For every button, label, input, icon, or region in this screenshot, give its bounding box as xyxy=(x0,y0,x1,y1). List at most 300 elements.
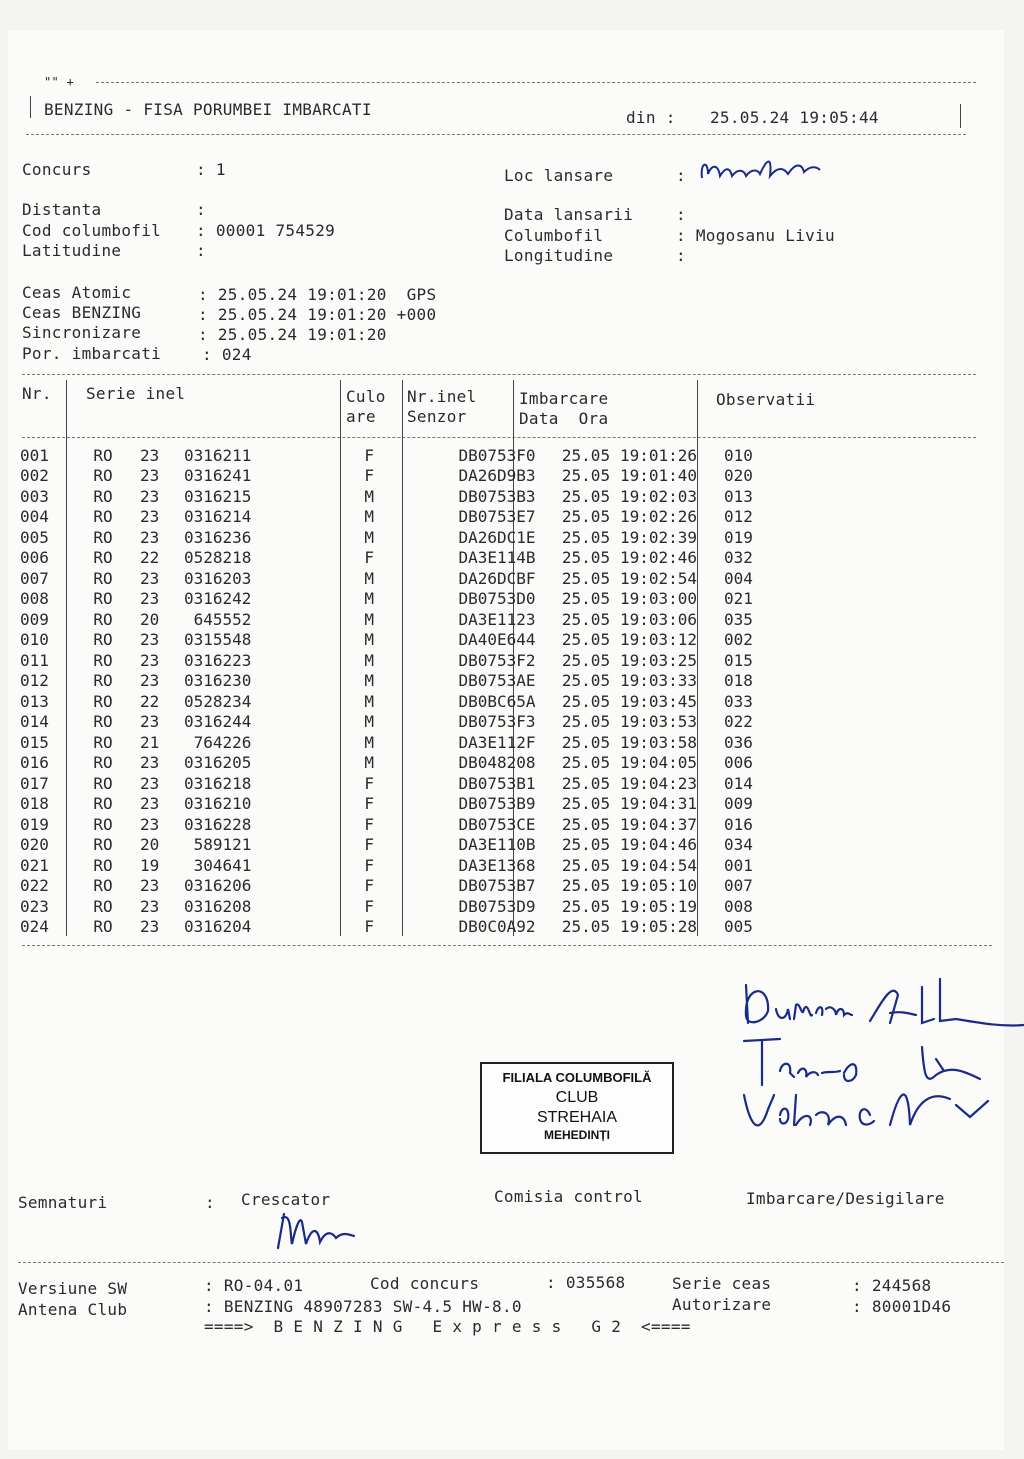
cell-sex: M xyxy=(364,712,374,732)
cell-nr: 023 xyxy=(20,896,49,916)
header-title: BENZING - FISA PORUMBEI IMBARCATI xyxy=(44,100,372,119)
cell-data: 25.05 xyxy=(561,466,611,486)
cell-data: 25.05 xyxy=(561,794,611,814)
cell-nr: 015 xyxy=(20,732,49,752)
cell-serie: 645552 xyxy=(184,609,252,629)
cell-serie: 0316241 xyxy=(184,466,252,486)
table-row xyxy=(20,917,784,938)
cell-ora: 19:05:10 xyxy=(620,876,698,896)
cell-ora: 19:05:28 xyxy=(620,917,698,937)
cell-ora: 19:03:25 xyxy=(620,650,698,670)
cell-senzor: DB0753D9 xyxy=(458,896,536,916)
cell-culoare xyxy=(380,855,442,876)
autorizare-label: Autorizare xyxy=(672,1295,772,1314)
cell-senzor: DB0753D0 xyxy=(458,589,536,609)
cell-serie: 0316218 xyxy=(184,773,252,793)
loc-lansare-handwriting xyxy=(698,152,828,188)
cell-tara: RO xyxy=(93,835,113,855)
header-top-rule xyxy=(96,82,976,83)
cell-obs: 009 xyxy=(724,794,753,814)
cell-data: 25.05 xyxy=(561,896,611,916)
cell-obs: 019 xyxy=(724,527,753,547)
cell-an: 22 xyxy=(140,691,160,711)
cell-culoare xyxy=(380,548,442,569)
cell-serie: 0316223 xyxy=(184,650,252,670)
table-row xyxy=(20,609,784,630)
cell-an: 23 xyxy=(140,486,160,506)
table-row xyxy=(20,507,784,528)
cell-ora: 19:03:33 xyxy=(620,671,698,691)
cell-data: 25.05 xyxy=(561,732,611,752)
table-row xyxy=(20,732,784,753)
cell-an: 21 xyxy=(140,732,160,752)
cell-sex: M xyxy=(364,486,374,506)
cell-sex: M xyxy=(364,507,374,527)
cell-sex: F xyxy=(364,466,374,486)
cell-an: 22 xyxy=(140,548,160,568)
cell-data: 25.05 xyxy=(561,630,611,650)
cell-obs: 033 xyxy=(724,691,753,711)
cell-sex: F xyxy=(364,855,374,875)
header-date-label: din : xyxy=(626,108,676,127)
cell-obs: 013 xyxy=(724,486,753,506)
table-row xyxy=(20,835,784,856)
cell-senzor: DB0753AE xyxy=(458,671,536,691)
table-row xyxy=(20,589,784,610)
table-row xyxy=(20,548,784,569)
cell-serie: 0316210 xyxy=(184,794,252,814)
header-date-value: 25.05.24 19:05:44 xyxy=(710,108,879,127)
cell-data: 25.05 xyxy=(561,814,611,834)
columbofil-value: : Mogosanu Liviu xyxy=(676,226,835,245)
cell-sex: F xyxy=(364,896,374,916)
cell-serie: 0316204 xyxy=(184,917,252,937)
cell-ora: 19:03:53 xyxy=(620,712,698,732)
cell-data: 25.05 xyxy=(561,486,611,506)
cell-nr: 011 xyxy=(20,650,49,670)
cell-data: 25.05 xyxy=(561,835,611,855)
autorizare-value: : 80001D46 xyxy=(852,1297,952,1316)
cell-sex: M xyxy=(364,527,374,547)
cell-obs: 032 xyxy=(724,548,753,568)
por-imbarcati-label: Por. imbarcati xyxy=(22,344,162,363)
por-imbarcati-value: : 024 xyxy=(202,345,252,364)
cell-an: 23 xyxy=(140,712,160,732)
cell-sex: M xyxy=(364,630,374,650)
cell-data: 25.05 xyxy=(561,691,611,711)
cell-sex: F xyxy=(364,876,374,896)
cell-obs: 016 xyxy=(724,814,753,834)
cell-nr: 016 xyxy=(20,753,49,773)
cell-ora: 19:04:54 xyxy=(620,855,698,875)
cell-an: 23 xyxy=(140,630,160,650)
table-row xyxy=(20,794,784,815)
cell-serie: 0316215 xyxy=(184,486,252,506)
cell-ora: 19:03:00 xyxy=(620,589,698,609)
table-row xyxy=(20,691,784,712)
table-row xyxy=(20,650,784,671)
cell-obs: 034 xyxy=(724,835,753,855)
cell-culoare xyxy=(380,589,442,610)
cell-data: 25.05 xyxy=(561,609,611,629)
serie-ceas-value: : 244568 xyxy=(852,1276,932,1295)
cell-tara: RO xyxy=(93,896,113,916)
concurs-label: Concurs xyxy=(22,160,92,179)
cell-nr: 019 xyxy=(20,814,49,834)
cell-serie: 764226 xyxy=(184,732,252,752)
table-row xyxy=(20,814,784,835)
cell-an: 23 xyxy=(140,466,160,486)
table-row xyxy=(20,876,784,897)
table-row xyxy=(20,773,784,794)
cell-ora: 19:02:26 xyxy=(620,507,698,527)
cell-culoare xyxy=(380,691,442,712)
cell-ora: 19:02:39 xyxy=(620,527,698,547)
cell-serie: 589121 xyxy=(184,835,252,855)
col-nr-inel-1: Nr.inel xyxy=(407,387,477,406)
cell-an: 23 xyxy=(140,507,160,527)
cell-nr: 017 xyxy=(20,773,49,793)
concurs-value: : 1 xyxy=(196,160,226,179)
cell-ora: 19:04:23 xyxy=(620,773,698,793)
commission-signatures xyxy=(740,975,1024,1160)
club-stamp xyxy=(480,1062,674,1154)
footer-rule xyxy=(18,1262,1004,1263)
cell-tara: RO xyxy=(93,671,113,691)
cell-senzor: DA3E1368 xyxy=(458,855,536,875)
cell-an: 23 xyxy=(140,589,160,609)
cell-sex: F xyxy=(364,835,374,855)
cod-concurs-value: : 035568 xyxy=(546,1273,626,1292)
cell-serie: 0316242 xyxy=(184,589,252,609)
cell-nr: 022 xyxy=(20,876,49,896)
cell-nr: 004 xyxy=(20,507,49,527)
cell-senzor: DB0753B3 xyxy=(458,486,536,506)
cell-culoare xyxy=(380,712,442,733)
cell-an: 23 xyxy=(140,650,160,670)
cell-senzor: DA40E644 xyxy=(458,630,536,650)
table-row xyxy=(20,671,784,692)
cell-serie: 0316206 xyxy=(184,876,252,896)
cell-an: 23 xyxy=(140,671,160,691)
cell-culoare xyxy=(380,486,442,507)
cell-an: 20 xyxy=(140,609,160,629)
cell-culoare xyxy=(380,568,442,589)
stamp-line-1: FILIALA COLUMBOFILĂ xyxy=(502,1070,652,1085)
col-culoare-2: are xyxy=(346,407,376,426)
cell-tara: RO xyxy=(93,650,113,670)
cell-obs: 018 xyxy=(724,671,753,691)
cell-ora: 19:01:40 xyxy=(620,466,698,486)
cell-nr: 009 xyxy=(20,609,49,629)
cell-serie: 0316205 xyxy=(184,753,252,773)
imbarcare-desigilare-label: Imbarcare/Desigilare xyxy=(746,1189,945,1208)
cell-tara: RO xyxy=(93,917,113,937)
ceas-benzing-label: Ceas BENZING xyxy=(22,303,142,322)
sincronizare-value: : 25.05.24 19:01:20 xyxy=(198,325,387,344)
cell-sex: M xyxy=(364,753,374,773)
cell-obs: 005 xyxy=(724,917,753,937)
cod-columbofil-label: Cod columbofil xyxy=(22,221,162,240)
table-header-rule xyxy=(22,437,976,438)
cell-culoare xyxy=(380,753,442,774)
table-row xyxy=(20,630,784,651)
cell-data: 25.05 xyxy=(561,650,611,670)
table-row xyxy=(20,466,784,487)
cell-sex: F xyxy=(364,445,374,465)
table-top-rule xyxy=(22,374,976,375)
table-row xyxy=(20,753,784,774)
cell-nr: 006 xyxy=(20,548,49,568)
cell-data: 25.05 xyxy=(561,568,611,588)
cell-sex: M xyxy=(364,650,374,670)
cell-an: 23 xyxy=(140,445,160,465)
cell-sex: F xyxy=(364,794,374,814)
cell-an: 19 xyxy=(140,855,160,875)
cell-nr: 008 xyxy=(20,589,49,609)
cell-senzor: DA3E1123 xyxy=(458,609,536,629)
cell-an: 23 xyxy=(140,568,160,588)
cell-ora: 19:04:37 xyxy=(620,814,698,834)
cell-data: 25.05 xyxy=(561,917,611,937)
cell-senzor: DA26DC1E xyxy=(458,527,536,547)
cell-an: 23 xyxy=(140,753,160,773)
cell-nr: 005 xyxy=(20,527,49,547)
table-row xyxy=(20,896,784,917)
header-right-bar xyxy=(960,104,961,128)
cell-an: 23 xyxy=(140,773,160,793)
cell-serie: 0316236 xyxy=(184,527,252,547)
serie-ceas-label: Serie ceas xyxy=(672,1274,772,1293)
cell-an: 23 xyxy=(140,876,160,896)
cell-senzor: DB0753F0 xyxy=(458,445,536,465)
cell-tara: RO xyxy=(93,507,113,527)
cell-an: 23 xyxy=(140,794,160,814)
cell-data: 25.05 xyxy=(561,773,611,793)
col-nr-inel-2: Senzor xyxy=(407,407,467,426)
antena-club-label: Antena Club xyxy=(18,1300,128,1319)
stamp-line-2: CLUB xyxy=(555,1089,599,1106)
cell-senzor: DB0BC65A xyxy=(458,691,536,711)
cell-senzor: DB0753F3 xyxy=(458,712,536,732)
cell-culoare xyxy=(380,917,442,938)
cell-tara: RO xyxy=(93,609,113,629)
cod-columbofil-value: : 00001 754529 xyxy=(196,221,336,240)
cell-senzor: DB0753B9 xyxy=(458,794,536,814)
cell-tara: RO xyxy=(93,814,113,834)
cell-obs: 022 xyxy=(724,712,753,732)
cell-culoare xyxy=(380,896,442,917)
cell-tara: RO xyxy=(93,630,113,650)
cell-data: 25.05 xyxy=(561,712,611,732)
cell-data: 25.05 xyxy=(561,445,611,465)
cell-serie: 0528234 xyxy=(184,691,252,711)
cell-sex: F xyxy=(364,814,374,834)
cell-obs: 035 xyxy=(724,609,753,629)
table-row xyxy=(20,855,784,876)
header-bottom-rule xyxy=(26,134,966,135)
stamp-line-3: STREHAIA xyxy=(536,1109,617,1126)
ceas-atomic-value: : 25.05.24 19:01:20 GPS xyxy=(198,285,437,304)
col-nr: Nr. xyxy=(22,384,52,403)
cell-culoare xyxy=(380,835,442,856)
cell-sex: M xyxy=(364,589,374,609)
cell-data: 25.05 xyxy=(561,507,611,527)
cell-culoare xyxy=(380,671,442,692)
table-row xyxy=(20,527,784,548)
cell-tara: RO xyxy=(93,732,113,752)
cell-nr: 012 xyxy=(20,671,49,691)
longitudine-value: : xyxy=(676,246,686,265)
cell-senzor: DA3E110B xyxy=(458,835,536,855)
table-row xyxy=(20,568,784,589)
cell-sex: M xyxy=(364,568,374,588)
cell-an: 23 xyxy=(140,814,160,834)
distanta-value: : xyxy=(196,200,206,219)
loc-lansare-label: Loc lansare xyxy=(504,166,614,185)
cell-obs: 014 xyxy=(724,773,753,793)
cell-sex: F xyxy=(364,773,374,793)
columbofil-label: Columbofil xyxy=(504,226,604,245)
cell-ora: 19:02:46 xyxy=(620,548,698,568)
cell-senzor: DB0753E7 xyxy=(458,507,536,527)
cell-culoare xyxy=(380,630,442,651)
table-row xyxy=(20,445,784,466)
semnaturi-sep: : xyxy=(205,1193,215,1212)
cell-nr: 001 xyxy=(20,445,49,465)
benzing-express-banner: ====> B E N Z I N G E x p r e s s G 2 <==== xyxy=(204,1317,691,1336)
cell-obs: 012 xyxy=(724,507,753,527)
cell-tara: RO xyxy=(93,527,113,547)
data-lansarii-label: Data lansarii xyxy=(504,205,634,224)
cell-sex: M xyxy=(364,732,374,752)
versiune-sw-label: Versiune SW xyxy=(18,1279,128,1298)
cell-data: 25.05 xyxy=(561,876,611,896)
cell-tara: RO xyxy=(93,445,113,465)
cell-serie: 0528218 xyxy=(184,548,252,568)
col-imbarcare-1: Imbarcare xyxy=(519,389,609,408)
cell-culoare xyxy=(380,773,442,794)
cell-sex: F xyxy=(364,548,374,568)
cell-tara: RO xyxy=(93,548,113,568)
cell-tara: RO xyxy=(93,466,113,486)
cell-ora: 19:01:26 xyxy=(620,445,698,465)
cell-obs: 007 xyxy=(724,876,753,896)
cell-obs: 006 xyxy=(724,753,753,773)
cell-culoare xyxy=(380,609,442,630)
cell-senzor: DA3E114B xyxy=(458,548,536,568)
data-lansarii-value: : xyxy=(676,205,686,224)
cell-ora: 19:03:45 xyxy=(620,691,698,711)
table-row xyxy=(20,486,784,507)
cell-ora: 19:04:05 xyxy=(620,753,698,773)
cell-culoare xyxy=(380,732,442,753)
cell-serie: 0316208 xyxy=(184,896,252,916)
cell-obs: 015 xyxy=(724,650,753,670)
versiune-sw-value: : RO-04.01 xyxy=(204,1276,304,1295)
cell-senzor: DA26DCBF xyxy=(458,568,536,588)
cell-tara: RO xyxy=(93,691,113,711)
cell-tara: RO xyxy=(93,773,113,793)
cell-obs: 008 xyxy=(724,896,753,916)
table-bottom-rule xyxy=(22,945,992,946)
cell-data: 25.05 xyxy=(561,855,611,875)
cod-concurs-label: Cod concurs xyxy=(370,1274,480,1293)
cell-culoare xyxy=(380,650,442,671)
col-culoare-1: Culo xyxy=(346,387,386,406)
cell-an: 23 xyxy=(140,896,160,916)
comisia-control-label: Comisia control xyxy=(494,1187,643,1206)
cell-data: 25.05 xyxy=(561,548,611,568)
cell-an: 20 xyxy=(140,835,160,855)
col-observatii: Observatii xyxy=(716,390,816,409)
cell-tara: RO xyxy=(93,753,113,773)
cell-obs: 001 xyxy=(724,855,753,875)
cell-obs: 002 xyxy=(724,630,753,650)
col-serie-inel: Serie inel xyxy=(86,384,186,403)
cell-serie: 0316244 xyxy=(184,712,252,732)
cell-serie: 0316203 xyxy=(184,568,252,588)
cell-tara: RO xyxy=(93,486,113,506)
cell-nr: 002 xyxy=(20,466,49,486)
cell-senzor: DB0753F2 xyxy=(458,650,536,670)
latitudine-label: Latitudine xyxy=(22,241,122,260)
cell-obs: 021 xyxy=(724,589,753,609)
cell-nr: 003 xyxy=(20,486,49,506)
cell-tara: RO xyxy=(93,855,113,875)
crescator-signature xyxy=(272,1208,364,1252)
cell-obs: 010 xyxy=(724,445,753,465)
semnaturi-label: Semnaturi xyxy=(18,1193,108,1212)
cell-tara: RO xyxy=(93,876,113,896)
cell-serie: 0316228 xyxy=(184,814,252,834)
cell-nr: 018 xyxy=(20,794,49,814)
cell-culoare xyxy=(380,876,442,897)
cell-tara: RO xyxy=(93,568,113,588)
cell-tara: RO xyxy=(93,589,113,609)
cell-nr: 014 xyxy=(20,712,49,732)
cell-culoare xyxy=(380,445,442,466)
cell-obs: 036 xyxy=(724,732,753,752)
cell-senzor: DB0C0A92 xyxy=(458,917,536,937)
col-imbarcare-2: Data Ora xyxy=(519,409,609,428)
cell-senzor: DB0753B7 xyxy=(458,876,536,896)
cell-ora: 19:04:46 xyxy=(620,835,698,855)
cell-serie: 0315548 xyxy=(184,630,252,650)
pigeon-table xyxy=(20,445,784,937)
cell-nr: 021 xyxy=(20,855,49,875)
cell-sex: M xyxy=(364,609,374,629)
cell-serie: 0316211 xyxy=(184,445,252,465)
cell-serie: 304641 xyxy=(184,855,252,875)
cell-culoare xyxy=(380,507,442,528)
cell-data: 25.05 xyxy=(561,671,611,691)
cell-sex: M xyxy=(364,691,374,711)
cell-ora: 19:02:54 xyxy=(620,568,698,588)
cell-sex: F xyxy=(364,917,374,937)
header-left-bar xyxy=(30,96,31,118)
cell-ora: 19:02:03 xyxy=(620,486,698,506)
cell-senzor: DB048208 xyxy=(458,753,536,773)
cell-nr: 013 xyxy=(20,691,49,711)
cell-nr: 024 xyxy=(20,917,49,937)
cell-serie: 0316214 xyxy=(184,507,252,527)
cell-culoare xyxy=(380,466,442,487)
cell-ora: 19:03:58 xyxy=(620,732,698,752)
cell-culoare xyxy=(380,794,442,815)
crescator-label: Crescator xyxy=(241,1190,331,1209)
cell-serie: 0316230 xyxy=(184,671,252,691)
